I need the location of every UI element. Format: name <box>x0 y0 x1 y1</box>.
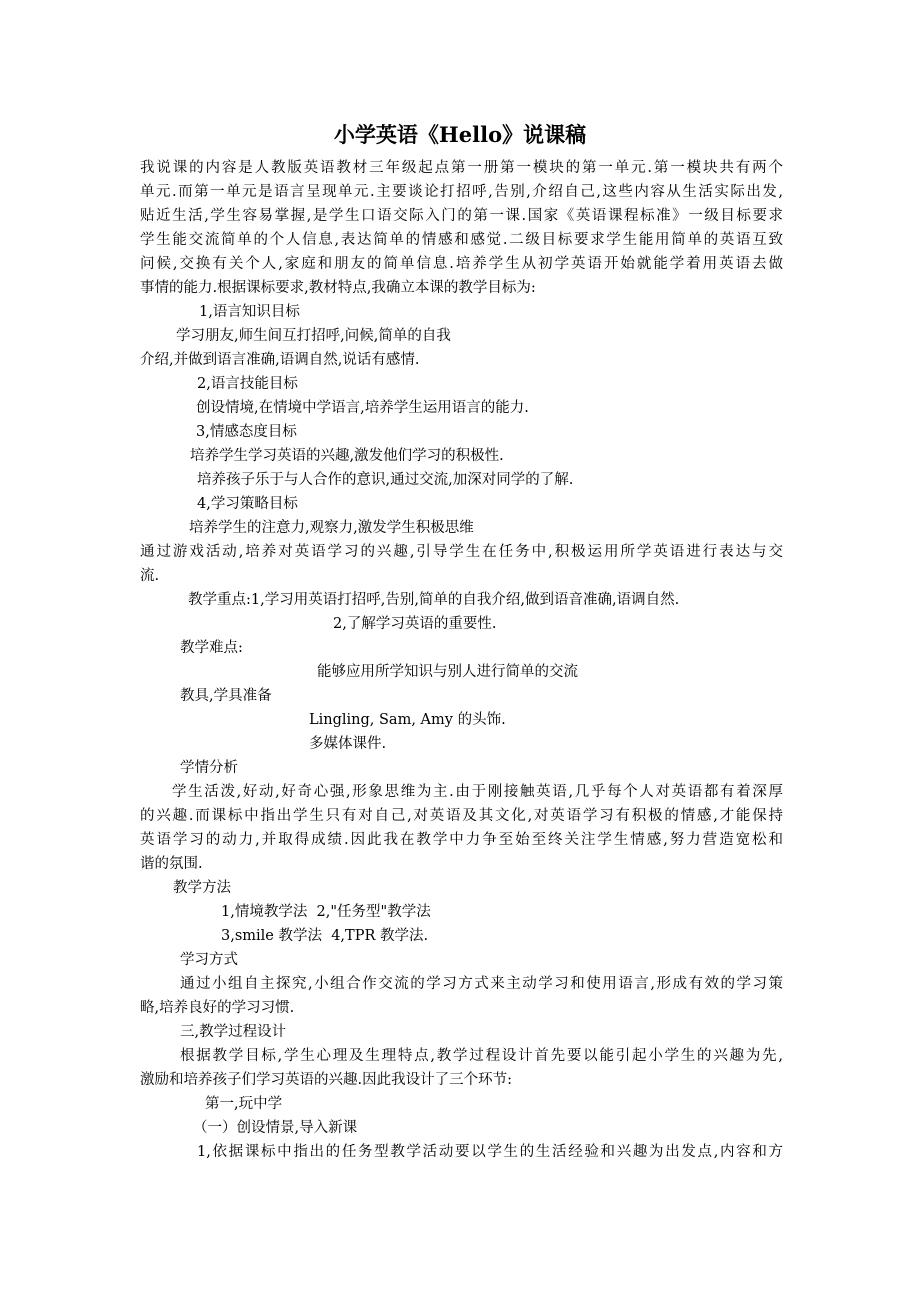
paragraph-line: 流. <box>140 568 160 584</box>
section-heading: （一）创设情景,导入新课 <box>193 1120 358 1136</box>
section-heading: 教学方法 <box>173 880 231 896</box>
paragraph-line: 多媒体课件. <box>309 736 387 752</box>
paragraph-line: 培养学生学习英语的兴趣,激发他们学习的积极性. <box>190 448 504 464</box>
section-heading: 2,语言技能目标 <box>197 376 298 392</box>
paragraph-line: 教学重点:1,学习用英语打招呼,告别,简单的自我介绍,做到语音准确,语调自然. <box>188 592 680 608</box>
paragraph-line: 1,依据课标中指出的任务型教学活动要以学生的生活经验和兴趣为出发点,内容和方 <box>197 1144 783 1160</box>
paragraph-line: 能够应用所学知识与别人进行简单的交流 <box>317 664 578 680</box>
section-heading: 三,教学过程设计 <box>180 1024 287 1040</box>
paragraph-line: 学习朋友,师生间互打招呼,问候,简单的自我 <box>176 328 451 344</box>
paragraph-line: 通过游戏活动,培养对英语学习的兴趣,引导学生在任务中,积极运用所学英语进行表达与交 <box>140 544 783 560</box>
paragraph-line: 3,smile 教学法 4,TPR 教学法. <box>221 928 429 944</box>
paragraph-line: Lingling, Sam, Amy 的头饰. <box>309 712 506 728</box>
section-heading: 第一,玩中学 <box>205 1096 283 1112</box>
section-heading: 学习方式 <box>180 952 238 968</box>
section-heading: 1,语言知识目标 <box>199 304 300 320</box>
paragraph-line: 单元.而第一单元是语言呈现单元.主要谈论打招呼,告别,介绍自己,这些内容从生活实际出发, <box>140 184 783 200</box>
paragraph-line: 激励和培养孩子们学习英语的兴趣.因此我设计了三个环节: <box>140 1072 512 1088</box>
paragraph-line: 创设情境,在情境中学语言,培养学生运用语言的能力. <box>196 400 529 416</box>
document-title: 小学英语《Hello》说课稿 <box>333 122 587 147</box>
paragraph-line: 通过小组自主探究,小组合作交流的学习方式来主动学习和使用语言,形成有效的学习策 <box>180 976 783 992</box>
paragraph-line: 略,培养良好的学习习惯. <box>140 1000 295 1016</box>
section-heading: 教具,学具准备 <box>180 688 272 704</box>
paragraph-line: 的兴趣.而课标中指出学生只有对自己,对英语及其文化,对英语学习有积极的情感,才能保持 <box>140 808 783 824</box>
paragraph-line: 学生能交流简单的个人信息,表达简单的情感和感觉.二级目标要求学生能用简单的英语互致 <box>140 232 783 248</box>
paragraph-line: 学生活泼,好动,好奇心强,形象思维为主.由于刚接触英语,几乎每个人对英语都有着深厚 <box>172 784 783 800</box>
paragraph-line: 问候,交换有关个人,家庭和朋友的简单信息.培养学生从初学英语开始就能学着用英语去做 <box>140 256 783 272</box>
paragraph-line: 贴近生活,学生容易掌握,是学生口语交际入门的第一课.国家《英语课程标准》一级目标要求 <box>140 208 783 224</box>
section-heading: 3,情感态度目标 <box>196 424 297 440</box>
paragraph-line: 我说课的内容是人教版英语教材三年级起点第一册第一模块的第一单元.第一模块共有两个 <box>140 160 783 176</box>
section-heading: 教学难点: <box>180 640 243 656</box>
paragraph-line: 培养孩子乐于与人合作的意识,通过交流,加深对同学的了解. <box>197 472 574 488</box>
paragraph-line: 介绍,并做到语言准确,语调自然,说话有感情. <box>140 352 420 368</box>
paragraph-line: 根据教学目标,学生心理及生理特点,教学过程设计首先要以能引起小学生的兴趣为先, <box>180 1048 783 1064</box>
paragraph-line: 培养学生的注意力,观察力,激发学生积极思维 <box>189 520 474 536</box>
paragraph-line: 谐的氛围. <box>140 856 203 872</box>
section-heading: 学情分析 <box>180 760 238 776</box>
paragraph-line: 2,了解学习英语的重要性. <box>333 616 497 632</box>
paragraph-line: 事情的能力.根据课标要求,教材特点,我确立本课的教学目标为: <box>140 280 536 296</box>
paragraph-line: 1,情境教学法 2,"任务型"教学法 <box>221 904 431 920</box>
paragraph-line: 英语学习的动力,并取得成绩.因此我在教学中力争至始至终关注学生情感,努力营造宽松和 <box>140 832 783 848</box>
section-heading: 4,学习策略目标 <box>197 496 298 512</box>
